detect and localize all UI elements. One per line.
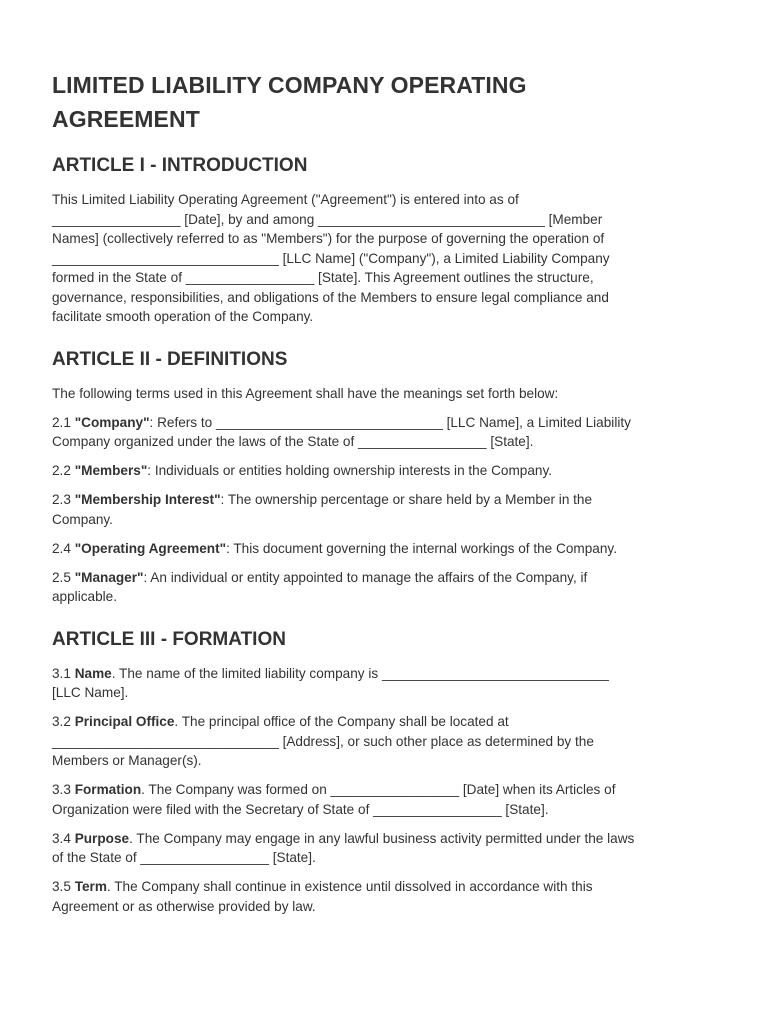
- clause-number: 3.5: [52, 879, 75, 894]
- clause-number: 2.1: [52, 414, 75, 430]
- clause-number: 2.5: [52, 569, 75, 585]
- defined-term: "Manager": [74, 569, 144, 585]
- clause-text: Company organized under the laws of the State of _________________ [State].: [52, 434, 534, 449]
- formation-name: [52, 664, 718, 703]
- article-introduction: [52, 154, 718, 327]
- clause-text: : Individuals or entities holding ownership interests in the Company.: [147, 463, 553, 478]
- article-heading-introduction: ARTICLE I - INTRODUCTION: [52, 155, 308, 176]
- clause-text: Members or Manager(s).: [52, 753, 202, 768]
- clause-title: Term: [74, 879, 107, 894]
- definition-members: [52, 461, 718, 481]
- clause-number: 3.4: [52, 830, 75, 846]
- definition-operating-agreement: [52, 539, 718, 559]
- defined-term: "Membership Interest": [74, 492, 221, 507]
- intro-line: This Limited Liability Operating Agreement ("Agreement") is entered into as of: [52, 192, 519, 207]
- clause-number: 3.2: [52, 714, 75, 729]
- clause-text: ______________________________ [Address], or such other place as determined by the: [52, 733, 594, 749]
- clause-text: : An individual or entity appointed to manage the affairs of the Company, if: [143, 569, 588, 585]
- intro-line: _________________ [Date], by and among ______________________________ [Member: [52, 211, 603, 227]
- intro-line: formed in the State of _________________ [State]. This Agreement outlines the structure,: [52, 270, 594, 285]
- document-title: [52, 68, 718, 136]
- document-title-line1: LIMITED LIABILITY COMPANY OPERATING: [52, 72, 527, 98]
- defined-term: "Operating Agreement": [74, 540, 227, 556]
- clause-text: applicable.: [52, 589, 117, 604]
- clause-text: . The name of the limited liability company is ______________________________: [111, 665, 609, 681]
- intro-line: governance, responsibilities, and obligations of the Members to ensure legal compliance and: [52, 289, 609, 305]
- clause-title: Principal Office: [74, 714, 175, 729]
- definition-membership-interest: [52, 490, 718, 529]
- clause-text: . The Company shall continue in existence until dissolved in accordance with this: [106, 879, 593, 894]
- clause-text: [LLC Name].: [52, 685, 129, 700]
- clause-text: of the State of _________________ [State].: [52, 850, 316, 865]
- definition-manager: [52, 568, 718, 607]
- definition-company: [52, 413, 718, 452]
- formation-purpose: [52, 829, 718, 868]
- intro-line: ______________________________ [LLC Name] ("Company"), a Limited Liability Company: [52, 250, 610, 266]
- clause-text: Organization were filed with the Secretary of State of _________________ [State].: [52, 801, 549, 817]
- clause-text: . The principal office of the Company shall be located at: [174, 714, 509, 729]
- clause-title: Purpose: [74, 830, 130, 846]
- intro-line: Names] (collectively referred to as "Members") for the purpose of governing the operation of: [52, 231, 605, 246]
- clause-number: 2.4: [52, 540, 75, 556]
- clause-text: Company.: [52, 511, 113, 527]
- clause-text: . The Company may engage in any lawful business activity permitted under the laws: [129, 830, 635, 846]
- clause-text: Agreement or as otherwise provided by law.: [52, 898, 316, 914]
- clause-text: : This document governing the internal workings of the Company.: [226, 540, 617, 556]
- clause-text: : The ownership percentage or share held by a Member in the: [220, 492, 593, 507]
- defined-term: "Company": [74, 414, 150, 430]
- clause-number: 2.3: [52, 492, 75, 507]
- article-formation: [52, 628, 718, 917]
- clause-number: 3.3: [52, 782, 75, 797]
- clause-text: : Refers to ______________________________ [LLC Name], a Limited Liability: [149, 414, 631, 430]
- intro-line: facilitate smooth operation of the Company.: [52, 309, 314, 324]
- article-heading-formation: ARTICLE III - FORMATION: [52, 628, 286, 650]
- defined-term: "Members": [74, 463, 148, 478]
- clause-title: Name: [74, 665, 112, 681]
- definitions-intro: The following terms used in this Agreement shall have the meanings set forth below:: [52, 385, 559, 401]
- article-definitions: [52, 348, 718, 607]
- article-heading-definitions: ARTICLE II - DEFINITIONS: [52, 348, 288, 370]
- formation-term: [52, 877, 718, 916]
- introduction-paragraph: [52, 190, 718, 327]
- document-title-line2: AGREEMENT: [52, 106, 200, 132]
- clause-title: Formation: [74, 782, 142, 797]
- clause-number: 3.1: [52, 665, 75, 681]
- formation-principal-office: [52, 712, 718, 771]
- clause-number: 2.2: [52, 463, 75, 478]
- clause-text: . The Company was formed on _________________ [Date] when its Articles of: [141, 782, 616, 797]
- formation-formation: [52, 780, 718, 819]
